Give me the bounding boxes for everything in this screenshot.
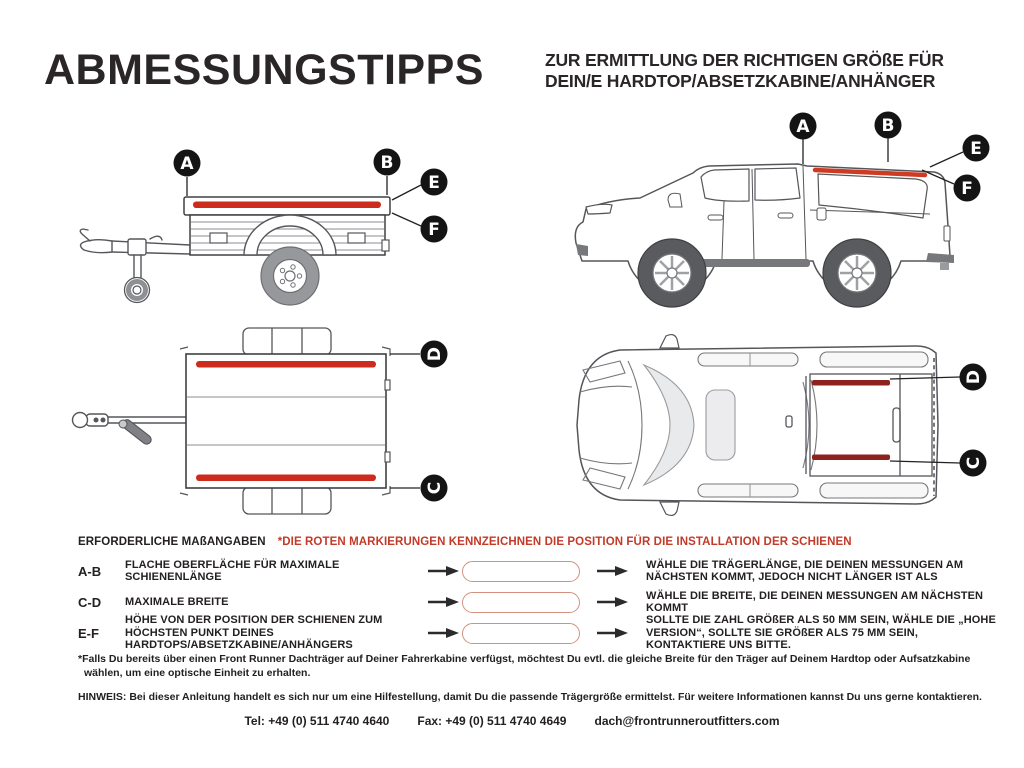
measurement-input-ab[interactable]	[462, 561, 580, 582]
measurement-result-ef: SOLLTE DIE ZAHL GRÖßER ALS 50 MM SEIN, WÄHLE DIE „HOHE VERSION“, SOLLTE SIE GRÖßER ALS 75 MM SEIN, KONTAKTIERE UNS BITTE.	[646, 614, 996, 652]
svg-text:F: F	[961, 179, 973, 199]
label-marker-f	[954, 175, 981, 202]
svg-text:E: E	[428, 173, 440, 193]
rail-position-marker-trailer-side	[193, 202, 381, 209]
label-marker-e	[421, 169, 448, 196]
subtitle-line-1: ZUR ERMITTLUNG DER RICHTIGEN GRÖßE FÜR	[545, 50, 944, 70]
handbrake-lever	[119, 418, 153, 446]
measurement-key-ab: A-B	[78, 563, 102, 579]
side-mirror	[660, 502, 679, 515]
label-marker-c	[421, 475, 448, 502]
svg-text:B: B	[380, 153, 394, 173]
label-marker-f	[421, 216, 448, 243]
label-marker-b	[374, 149, 401, 176]
measurement-key-ef: E-F	[78, 625, 99, 641]
sunroof	[706, 390, 735, 460]
trailer-bed	[186, 354, 386, 488]
truck-side-view-diagram	[520, 110, 1000, 320]
svg-text:B: B	[881, 116, 895, 136]
svg-text:A: A	[180, 154, 194, 174]
measurement-input-ef[interactable]	[462, 623, 580, 644]
measurement-key-cd: C-D	[78, 594, 102, 610]
measurement-result-ab: WÄHLE DIE TRÄGERLÄNGE, DIE DEINEN MESSUNGEN AM NÄCHSTEN KOMMT, JEDOCH NICHT LÄNGER IST ALS	[646, 558, 964, 583]
arrow-right-icon	[427, 565, 462, 577]
svg-text:C: C	[425, 481, 445, 495]
svg-text:D: D	[964, 369, 984, 385]
measurement-desc-ef: HÖHE VON DER POSITION DER SCHIENEN ZUM HÖCHSTEN PUNKT DEINES HARDTOPS/ABSETZKABINE/ANHÄNGERS	[125, 614, 383, 652]
arrow-right-icon	[596, 565, 631, 577]
arrow-right-icon	[427, 627, 462, 639]
subtitle-line-2: DEIN/E HARDTOP/ABSETZKABINE/ANHÄNGER	[545, 71, 936, 91]
trailer-side-view-diagram	[30, 130, 470, 320]
svg-text:D: D	[425, 346, 445, 362]
rail-position-marker-trailer-top-d	[196, 361, 376, 368]
svg-text:A: A	[796, 117, 810, 137]
label-marker-c	[960, 450, 987, 477]
truck-top-view-diagram	[520, 330, 1000, 530]
arrow-right-icon	[596, 596, 631, 608]
contact-fax: Fax: +49 (0) 511 4740 4649	[417, 714, 567, 728]
label-marker-d	[960, 364, 987, 391]
measurement-desc-cd: MAXIMALE BREITE	[125, 595, 229, 608]
rail-position-marker-truck-top-d	[812, 380, 890, 386]
label-marker-a	[174, 150, 201, 177]
svg-text:E: E	[970, 139, 982, 159]
rail-position-marker-trailer-top-c	[196, 475, 376, 482]
label-marker-a	[790, 113, 817, 140]
measurement-input-cd[interactable]	[462, 592, 580, 613]
label-marker-e	[963, 135, 990, 162]
contact-tel: Tel: +49 (0) 511 4740 4640	[244, 714, 390, 728]
measurement-desc-ab: FLACHE OBERFLÄCHE FÜR MAXIMALE SCHIENENLÄNGE	[125, 558, 340, 583]
svg-text:F: F	[428, 220, 440, 240]
trailer-wheel	[261, 247, 319, 305]
arrow-right-icon	[596, 627, 631, 639]
rail-position-marker-truck-top-c	[812, 455, 890, 461]
label-marker-d	[421, 341, 448, 368]
label-marker-b	[875, 112, 902, 139]
hinweis-note: HINWEIS: Bei dieser Anleitung handelt es sich nur um eine Hilfestellung, damit Du die passende Trägergröße ermittelst. Für weitere Informationen kannst Du uns gerne kontaktieren.	[78, 691, 982, 703]
jockey-wheel	[125, 278, 150, 303]
truck-rear-wheel	[823, 239, 891, 307]
truck-body-top	[577, 346, 938, 504]
arrow-right-icon	[427, 596, 462, 608]
contact-row	[0, 714, 1024, 728]
trailer-top-view-diagram	[30, 320, 470, 530]
truck-front-wheel	[638, 239, 706, 307]
required-measurements-heading: ERFORDERLICHE MAßANGABEN	[78, 536, 266, 548]
page-title: ABMESSUNGSTIPPS	[44, 46, 484, 94]
page-subtitle	[545, 50, 944, 92]
red-markings-note: *DIE ROTEN MARKIERUNGEN KENNZEICHNEN DIE POSITION FÜR DIE INSTALLATION DER SCHIENEN	[277, 536, 852, 548]
svg-text:C: C	[964, 456, 984, 470]
contact-email[interactable]: dach@frontrunneroutfitters.com	[594, 714, 780, 728]
side-mirror	[660, 335, 679, 348]
measurement-result-cd: WÄHLE DIE BREITE, DIE DEINEN MESSUNGEN AM NÄCHSTEN KOMMT	[646, 589, 984, 614]
asterisk-footnote: *Falls Du bereits über einen Front Runner Dachträger auf Deiner Fahrerkabine verfügst, möchtest Du evtl. die gleiche Breite für den Träger auf Deinem Hardtop oder Aufsatzkabine wählen, um eine optische Einheit zu erhalten.	[78, 653, 971, 679]
